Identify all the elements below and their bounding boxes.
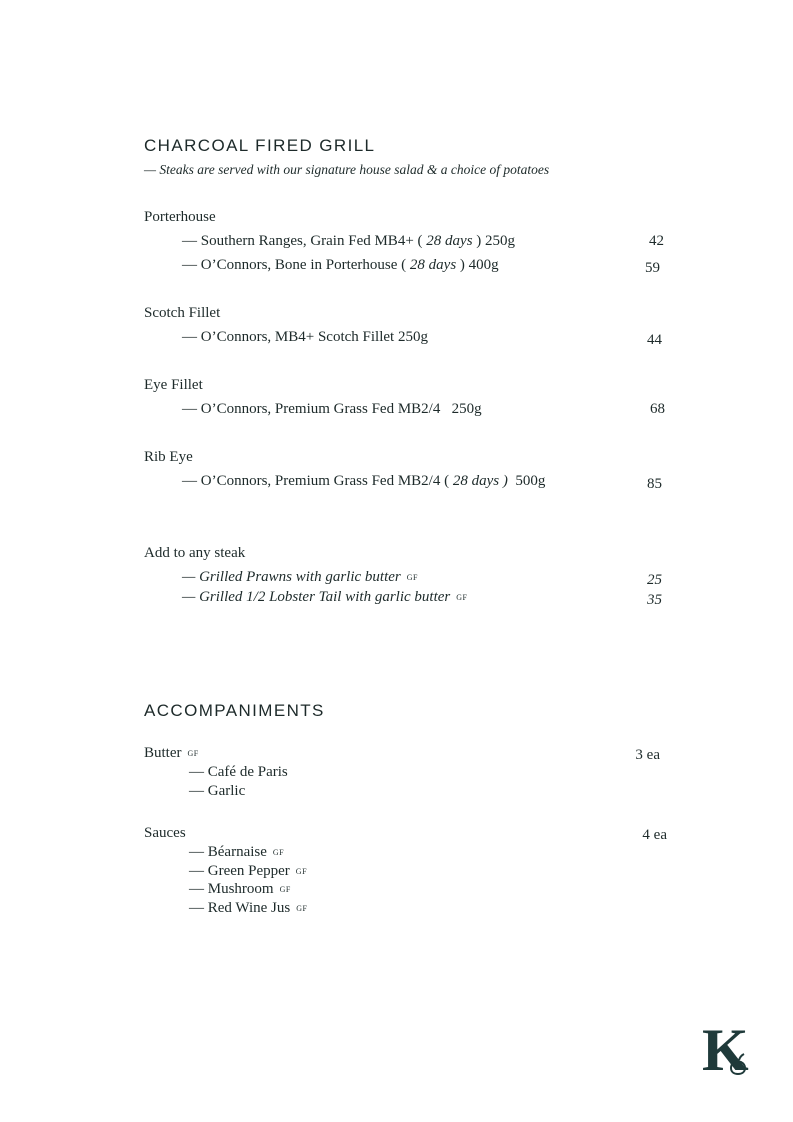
- price: 35: [647, 592, 662, 608]
- sauce-option: [189, 881, 291, 898]
- price: 44: [647, 332, 662, 348]
- aging-label: 28 days ): [452, 473, 508, 489]
- price: 3 ea: [635, 747, 660, 763]
- porterhouse-option-southern-ranges: [182, 233, 515, 250]
- option-weight: ) 400g: [456, 257, 499, 273]
- sauce-label: — Green Pepper: [189, 863, 290, 879]
- sauce-option: [189, 900, 307, 917]
- price: 4 ea: [642, 827, 667, 843]
- rib-eye-option-oconnors: [182, 473, 545, 490]
- aging-label: 28 days: [426, 233, 473, 249]
- item-label: Butter: [144, 745, 182, 761]
- item-sauces: Sauces: [144, 825, 186, 841]
- item-porterhouse: Porterhouse: [144, 209, 216, 225]
- addon-grilled-prawns: [182, 569, 418, 586]
- price: 85: [647, 476, 662, 492]
- gf-badge: GF: [406, 573, 418, 582]
- section-title-accompaniments: ACCOMPANIMENTS: [144, 701, 325, 720]
- option-text: — O’Connors, Premium Grass Fed MB2/4 (: [182, 473, 453, 489]
- item-butter: [144, 745, 199, 762]
- brand-logo: [702, 1014, 750, 1076]
- addon-text: — Grilled 1/2 Lobster Tail with garlic butter: [182, 589, 451, 605]
- item-eye-fillet: Eye Fillet: [144, 377, 203, 393]
- price: 68: [650, 401, 665, 417]
- gf-badge: GF: [295, 867, 308, 876]
- sauce-option: [189, 863, 307, 880]
- addon-text: — Grilled Prawns with garlic butter: [182, 569, 401, 585]
- logo-k-mark: [702, 1014, 750, 1076]
- option-weight: ) 250g: [472, 233, 516, 249]
- gf-badge: GF: [456, 593, 468, 602]
- option-text: — O’Connors, Bone in Porterhouse (: [182, 257, 410, 273]
- grill-subtitle: — Steaks are served with our signature house salad & a choice of potatoes: [144, 162, 550, 177]
- sauce-option: [189, 844, 284, 861]
- price: 25: [647, 572, 662, 588]
- gf-badge: GF: [272, 848, 285, 857]
- option-text: — Southern Ranges, Grain Fed MB4+ (: [182, 233, 427, 249]
- eye-fillet-option-oconnors: — O’Connors, Premium Grass Fed MB2/4 250g: [182, 401, 482, 417]
- item-rib-eye: Rib Eye: [144, 449, 193, 465]
- butter-option: — Café de Paris: [189, 764, 288, 780]
- item-add-to-steak: Add to any steak: [144, 545, 246, 561]
- gf-badge: GF: [187, 749, 199, 758]
- porterhouse-option-oconnors: [182, 257, 499, 274]
- price: 59: [645, 260, 660, 276]
- gf-badge: GF: [279, 885, 291, 894]
- addon-lobster-tail: [182, 589, 467, 606]
- sauce-label: — Béarnaise: [189, 844, 267, 860]
- logo-letter: K: [702, 1017, 749, 1076]
- sauce-label: — Mushroom: [189, 881, 274, 897]
- gf-badge: GF: [296, 904, 308, 913]
- option-weight: 500g: [507, 473, 546, 489]
- butter-option: — Garlic: [189, 783, 246, 799]
- aging-label: 28 days: [409, 257, 457, 273]
- price: 42: [649, 233, 664, 249]
- sauce-label: — Red Wine Jus: [189, 900, 291, 916]
- item-scotch-fillet: Scotch Fillet: [144, 305, 221, 321]
- section-title-grill: CHARCOAL FIRED GRILL: [144, 136, 376, 155]
- scotch-option-oconnors: — O’Connors, MB4+ Scotch Fillet 250g: [182, 329, 428, 345]
